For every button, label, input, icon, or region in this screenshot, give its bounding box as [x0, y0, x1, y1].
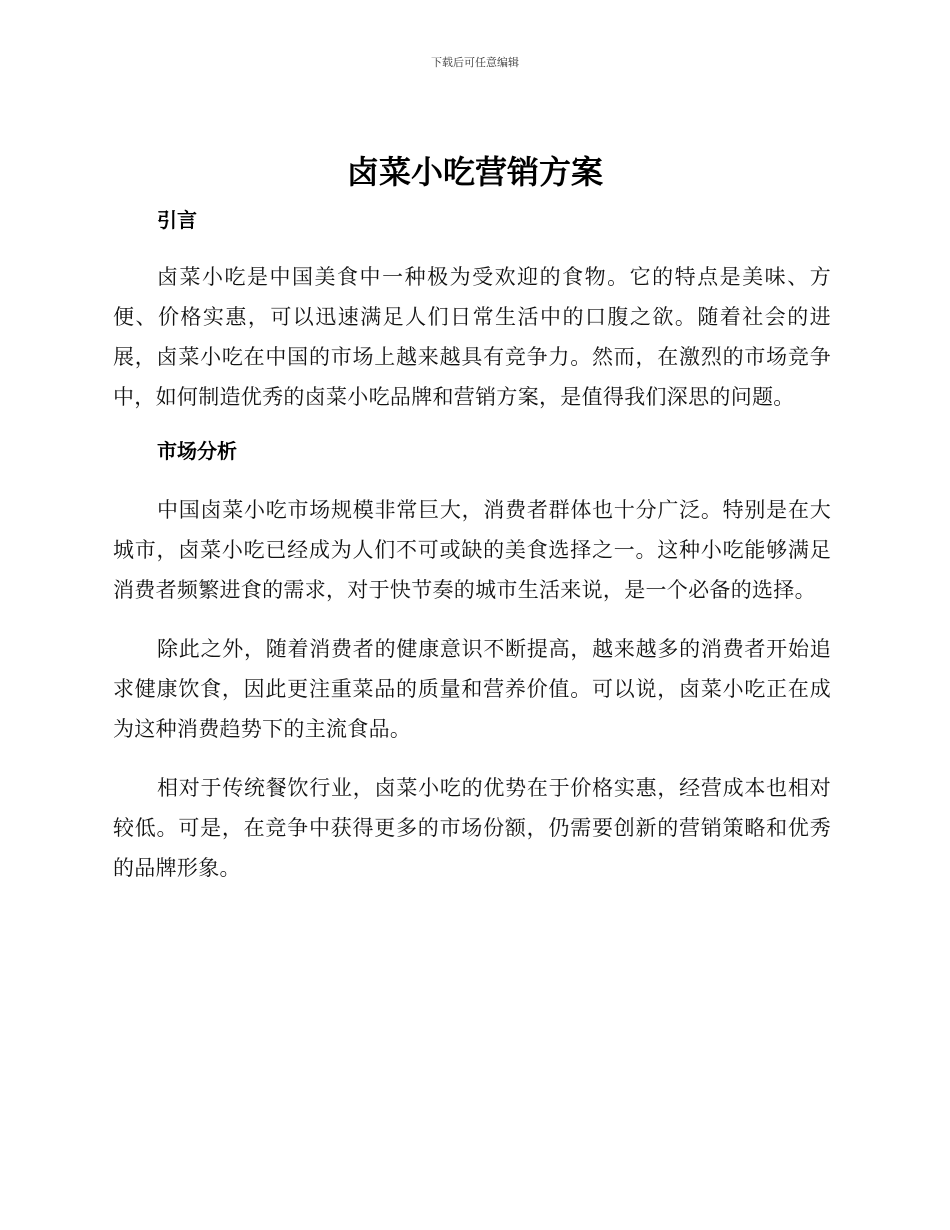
paragraph-market-scale: 中国卤菜小吃市场规模非常巨大，消费者群体也十分广泛。特别是在大城市，卤菜小吃已经成为人们不可或缺的美食选择之一。这种小吃能够满足消费者频繁进食的需求，对于快节奏的城市生活来说，是一个必备的选择。: [113, 498, 831, 602]
paragraph-competitive-advantage: 相对于传统餐饮行业，卤菜小吃的优势在于价格实惠，经营成本也相对较低。可是，在竞争中获得更多的市场份额，仍需要创新的营销策略和优秀的品牌形象。: [113, 776, 831, 880]
section-heading-market-analysis: 市场分析: [157, 439, 237, 463]
page-header-note: 下载后可任意编辑: [431, 56, 519, 69]
document-title: 卤菜小吃营销方案: [346, 153, 603, 191]
section-heading-introduction: 引言: [157, 208, 197, 232]
paragraph-introduction: 卤菜小吃是中国美食中一种极为受欢迎的食物。它的特点是美味、方便、价格实惠，可以迅速满足人们日常生活中的口腹之欲。随着社会的进展，卤菜小吃在中国的市场上越来越具有竞争力。然而，在激烈的市场竞争中，如何制造优秀的卤菜小吃品牌和营销方案，是值得我们深思的问题。: [113, 265, 831, 409]
paragraph-health-trend: 除此之外，随着消费者的健康意识不断提高，越来越多的消费者开始追求健康饮食，因此更注重菜品的质量和营养价值。可以说，卤菜小吃正在成为这种消费趋势下的主流食品。: [113, 637, 831, 741]
document-body: [113, 202, 831, 888]
